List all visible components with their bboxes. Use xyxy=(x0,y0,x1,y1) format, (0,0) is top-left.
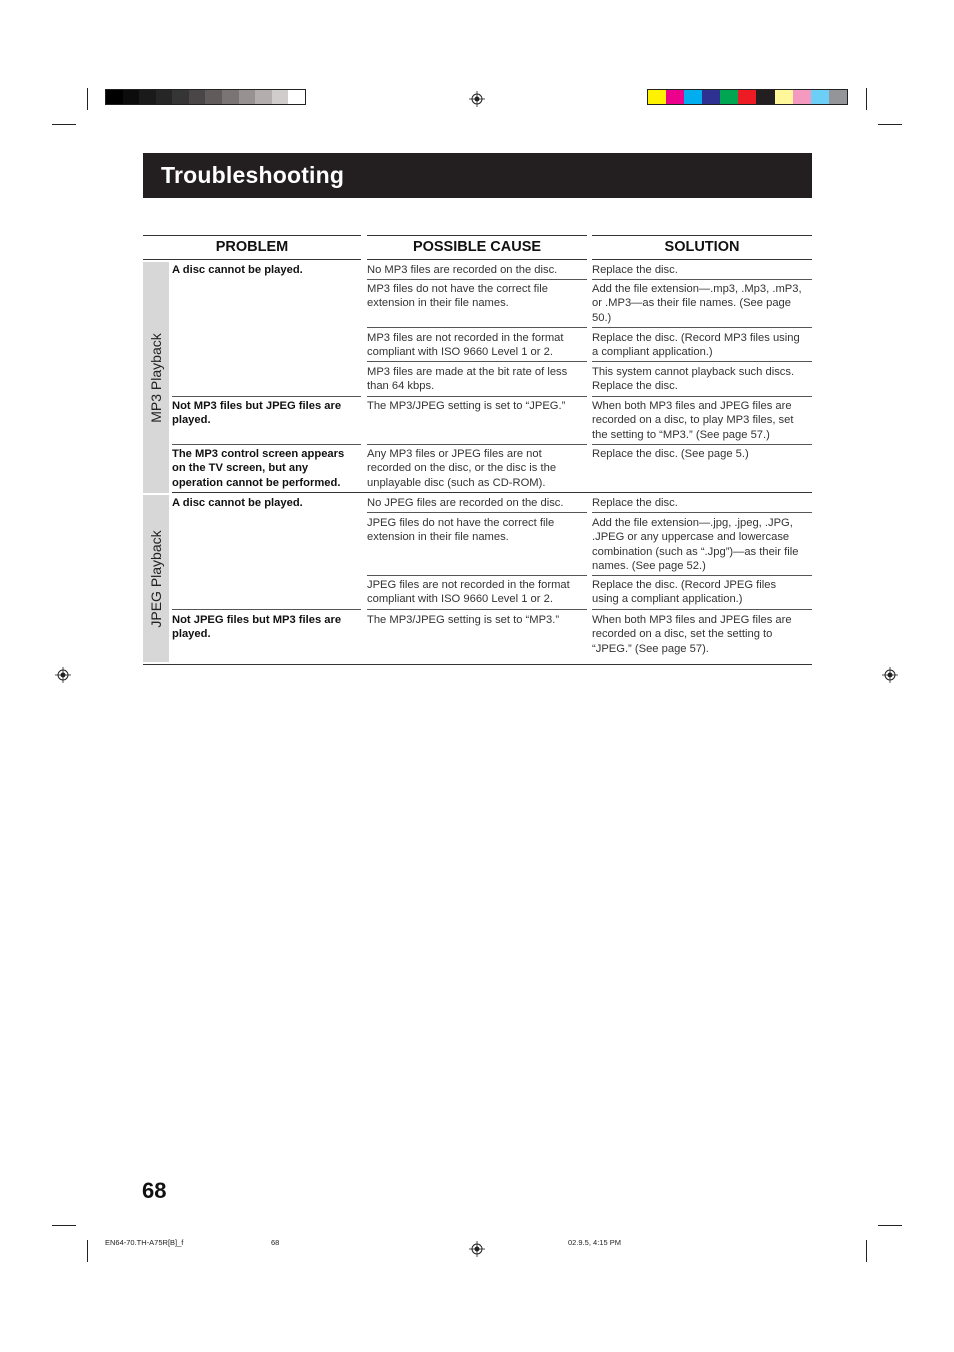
color-swatch xyxy=(272,90,289,104)
crop-mark xyxy=(866,88,867,110)
cause-text: MP3 files are not recorded in the format compliant with ISO 9660 Level 1 or 2. xyxy=(367,332,564,359)
color-swatch xyxy=(775,90,793,104)
footer-page: 68 xyxy=(271,1238,280,1247)
color-swatch xyxy=(172,90,189,104)
solution-text: Replace the disc. (Record JPEG files using a compliant application.) xyxy=(592,579,777,606)
solution-text: Replace the disc. xyxy=(592,497,678,509)
section-label-mp3: MP3 Playback xyxy=(148,332,164,423)
cause-text: JPEG files are not recorded in the format compliant with ISO 9660 Level 1 or 2. xyxy=(367,579,570,606)
crop-mark xyxy=(52,124,76,125)
column-header-solution: SOLUTION xyxy=(592,235,812,260)
color-swatch xyxy=(156,90,173,104)
crop-mark xyxy=(878,124,902,125)
row-divider xyxy=(367,575,587,576)
color-swatch xyxy=(205,90,222,104)
registration-target-icon xyxy=(469,1241,485,1257)
problem-text: The MP3 control screen appears on the TV screen, but any operation cannot be performed. xyxy=(172,448,345,489)
page-title: Troubleshooting xyxy=(161,162,345,188)
row-divider xyxy=(367,444,587,445)
row-divider xyxy=(172,444,361,445)
section-label-jpeg: JPEG Playback xyxy=(148,529,164,628)
row-divider xyxy=(592,279,812,280)
row-divider xyxy=(592,512,812,513)
row-divider xyxy=(367,327,587,328)
row-divider xyxy=(172,609,361,610)
color-swatch xyxy=(222,90,239,104)
color-swatch xyxy=(756,90,774,104)
color-swatch xyxy=(738,90,756,104)
solution-text: Replace the disc. (Record MP3 files using a compliant application.) xyxy=(592,332,800,359)
color-swatch xyxy=(666,90,684,104)
color-swatch xyxy=(702,90,720,104)
crop-mark xyxy=(52,1225,76,1226)
solution-text: When both MP3 files and JPEG files are recorded on a disc, set the setting to “JPEG.” (See page 57). xyxy=(592,614,792,655)
footer-timestamp: 02.9.5, 4:15 PM xyxy=(568,1238,621,1247)
row-divider xyxy=(592,609,812,610)
row-divider xyxy=(172,396,361,397)
cause-text: The MP3/JPEG setting is set to “JPEG.” xyxy=(367,400,566,412)
row-divider xyxy=(367,396,587,397)
color-swatch xyxy=(189,90,206,104)
cause-text: Any MP3 files or JPEG files are not recorded on the disc, or the disc is the unplayable disc (such as CD-ROM). xyxy=(367,448,557,489)
row-divider xyxy=(592,575,812,576)
color-swatch xyxy=(139,90,156,104)
section-divider xyxy=(172,492,812,493)
registration-target-icon xyxy=(55,667,71,683)
cause-text: MP3 files are made at the bit rate of less than 64 kbps. xyxy=(367,366,568,393)
solution-text: Replace the disc. (See page 5.) xyxy=(592,448,749,460)
section-tab-jpeg xyxy=(143,495,169,662)
row-divider xyxy=(592,396,812,397)
problem-text: Not JPEG files but MP3 files are played. xyxy=(172,614,342,641)
problem-text: Not MP3 files but JPEG files are played. xyxy=(172,400,342,427)
solution-text: Add the file extension—.mp3, .Mp3, .mP3, or .MP3—as their file names. (See page 50.) xyxy=(592,283,802,324)
registration-target-icon xyxy=(469,91,485,107)
column-header-cause: POSSIBLE CAUSE xyxy=(367,235,587,260)
cause-text: No JPEG files are recorded on the disc. xyxy=(367,497,564,509)
row-divider xyxy=(367,609,587,610)
cause-text: MP3 files do not have the correct file extension in their file names. xyxy=(367,283,548,310)
color-swatch xyxy=(106,90,123,104)
registration-target-icon xyxy=(882,667,898,683)
solution-text: Replace the disc. xyxy=(592,264,678,276)
crop-mark xyxy=(878,1225,902,1226)
color-swatch xyxy=(829,90,847,104)
color-swatch xyxy=(648,90,666,104)
color-swatch xyxy=(255,90,272,104)
color-swatch xyxy=(811,90,829,104)
color-swatch xyxy=(123,90,140,104)
color-swatch xyxy=(793,90,811,104)
color-swatch xyxy=(720,90,738,104)
cause-text: JPEG files do not have the correct file extension in their file names. xyxy=(367,517,555,544)
color-bar-strip xyxy=(647,89,848,105)
color-swatch xyxy=(684,90,702,104)
solution-text: This system cannot playback such discs. Replace the disc. xyxy=(592,366,795,393)
row-divider xyxy=(367,361,587,362)
crop-mark xyxy=(87,1240,88,1262)
footer-file-name: EN64-70.TH-A75R[B]_f xyxy=(105,1238,184,1247)
color-swatch xyxy=(288,90,305,104)
crop-mark xyxy=(866,1240,867,1262)
grayscale-swatch-strip xyxy=(105,89,306,105)
problem-text: A disc cannot be played. xyxy=(172,264,303,276)
solution-text: When both MP3 files and JPEG files are recorded on a disc, to play MP3 files, set the setting to “MP3.” (See page 57.) xyxy=(592,400,794,441)
color-swatch xyxy=(239,90,256,104)
problem-text: A disc cannot be played. xyxy=(172,497,303,509)
row-divider xyxy=(367,279,587,280)
row-divider xyxy=(592,444,812,445)
row-divider xyxy=(592,327,812,328)
table-bottom-line xyxy=(143,664,812,665)
row-divider xyxy=(592,361,812,362)
row-divider xyxy=(367,512,587,513)
cause-text: The MP3/JPEG setting is set to “MP3.” xyxy=(367,614,560,626)
section-tab-mp3 xyxy=(143,262,169,493)
crop-mark xyxy=(87,88,88,110)
title-bar xyxy=(143,153,812,198)
page-number: 68 xyxy=(142,1178,167,1203)
cause-text: No MP3 files are recorded on the disc. xyxy=(367,264,558,276)
column-header-problem: PROBLEM xyxy=(143,235,361,260)
solution-text: Add the file extension—.jpg, .jpeg, .JPG, .JPEG or any uppercase and lowercase combination (such as “.Jpg”)—as their file names. (See page 52.) xyxy=(592,517,799,573)
